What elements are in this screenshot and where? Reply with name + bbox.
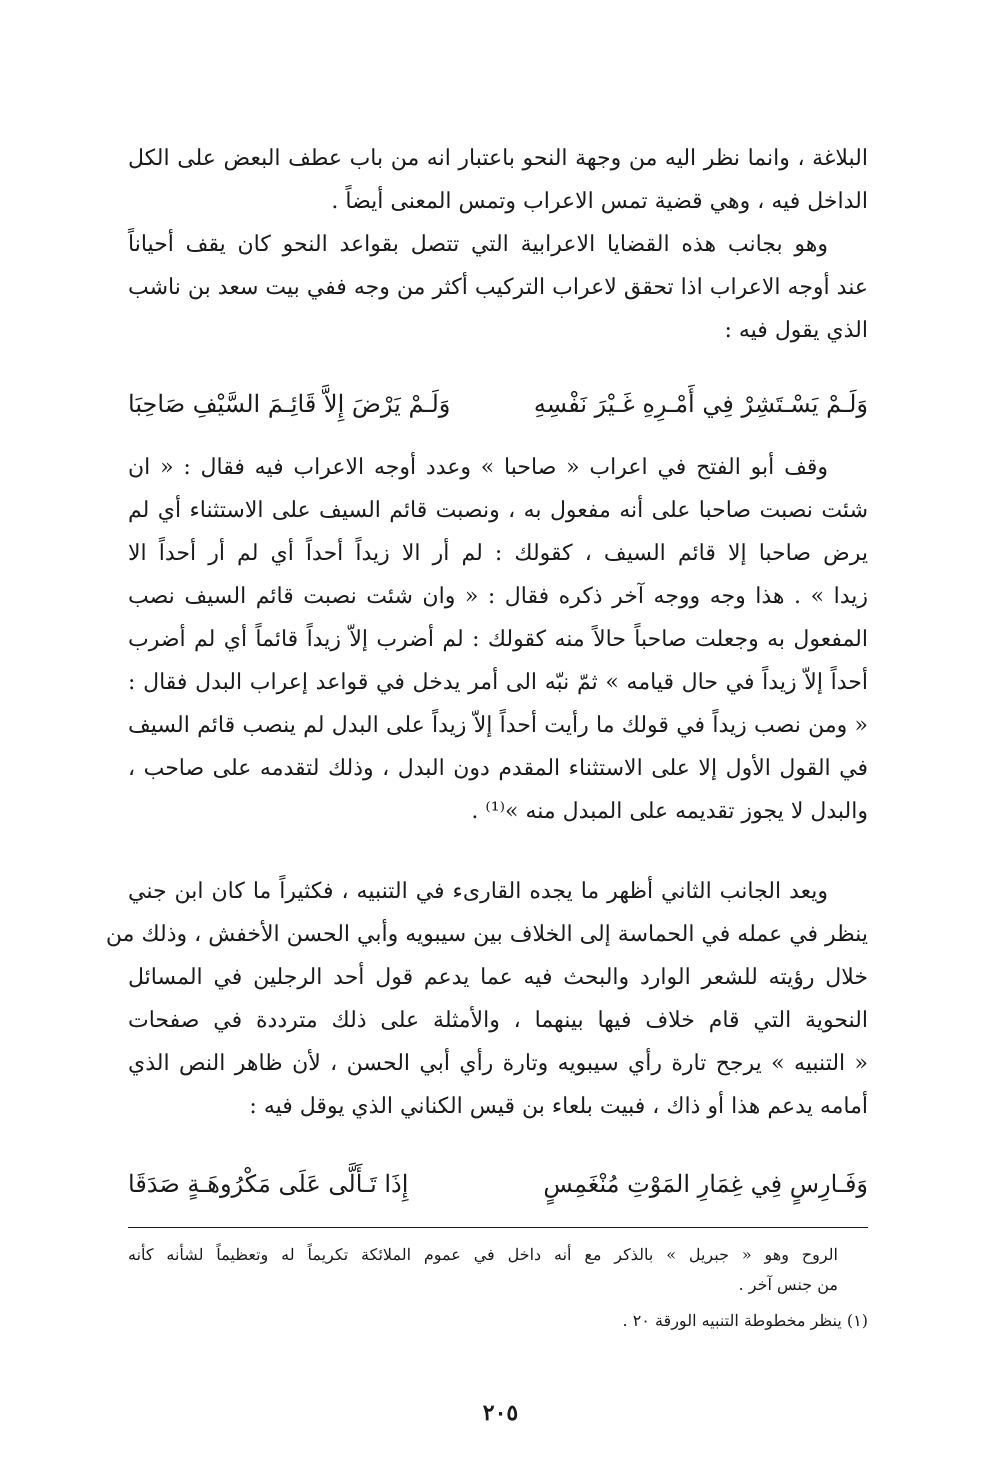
text-line: عند أوجه الاعراب اذا تحقق لاعراب التركيب أكثر من وجه ففي بيت سعد بن ناشب bbox=[128, 275, 868, 300]
verse-1-second-hemistich: وَلَـمْ يَرْضَ إِلاَّ قَائِـمَ السَّيْفِ صَاحِبَا bbox=[128, 390, 451, 418]
text-line: في القول الأول إلا على الاستثناء المقدم دون البدل ، وذلك لتقدمه على صاحب ، bbox=[128, 756, 868, 781]
paragraph-3 bbox=[105, 870, 868, 1128]
text-line: شئت نصبت صاحبا على أنه مفعول به ، ونصبت قائم السيف على الاستثناء أي لم bbox=[128, 498, 868, 523]
verse-2-first-hemistich: وَفَـارِسٍ فِي غِمَارِ المَوْتِ مُنْغَمِسٍ bbox=[543, 1170, 868, 1198]
text-line: زيدا » . هذا وجه ووجه آخر ذكره فقال : « وان شئت نصبت قائم السيف نصب bbox=[128, 584, 868, 609]
verse-2-second-hemistich: إِذَا تَـأَلَّى عَلَى مَكْرُوهَـةٍ صَدَقَا bbox=[128, 1170, 409, 1198]
text-line: ويعد الجانب الثاني أظهر ما يجده القارىء في التنبيه ، فكثيراً ما كان ابن جني bbox=[128, 879, 828, 904]
text-line: الذي يقول فيه : bbox=[724, 318, 868, 343]
text-line: « ومن نصب زيداً في قولك ما رأيت أحداً إلاّ زيداً على البدل لم ينصب قائم السيف bbox=[128, 713, 868, 738]
footnote-1: (١) ينظر مخطوطة التنبيه الورقة ٢٠ . bbox=[622, 1311, 868, 1330]
footnote-divider bbox=[128, 1227, 868, 1228]
text-line: خلال رؤيته للشعر الوارد والبحث فيه عما يدعم قول أحد الرجلين في المسائل bbox=[128, 965, 868, 990]
text-line: « التنبيه » يرجح تارة رأي سيبويه وتارة رأي أبي الحسن ، لأن ظاهر النص الذي bbox=[128, 1051, 868, 1076]
paragraph-1 bbox=[128, 137, 868, 352]
text-line: يرض صاحبا إلا قائم السيف ، كقولك : لم أر الا زيداً أحداً أي لم أر أحداً الا bbox=[128, 541, 868, 566]
footnote-continuation-line: من جنس آخر . bbox=[738, 1275, 838, 1294]
text-line: أحداً إلاّ زيداً في حال قيامه » ثمّ نبّه الى أمر يدخل في قواعد إعراب البدل فقال : bbox=[128, 670, 868, 695]
text-line: النحوية التي قام خلاف فيها بينهما ، والأمثلة على ذلك مترددة في صفحات bbox=[128, 1008, 868, 1033]
text-line: وهو بجانب هذه القضايا الاعرابية التي تتصل بقواعد النحو كان يقف أحياناً bbox=[128, 232, 828, 257]
text-line: والبدل لا يجوز تقديمه على المبدل منه »⁽¹⁾ . bbox=[471, 799, 868, 824]
text-line: وقف أبو الفتح في اعراب « صاحبا » وعدد أوجه الاعراب فيه فقال : « ان bbox=[128, 455, 828, 480]
footnotes bbox=[128, 1240, 868, 1336]
page-number: ٢٠٥ bbox=[482, 1400, 519, 1426]
text-line: ينظر في عمله في الحماسة إلى الخلاف بين سيبويه وأبي الحسن الأخفش ، وذلك من bbox=[105, 922, 868, 947]
text-line: الداخل فيه ، وهي قضية تمس الاعراب وتمس المعنى أيضاً . bbox=[331, 189, 868, 214]
verse-1 bbox=[128, 380, 868, 428]
verse-2 bbox=[128, 1160, 868, 1208]
text-line: البلاغة ، وانما نظر اليه من وجهة النحو باعتبار انه من باب عطف البعض على الكل bbox=[128, 146, 868, 171]
text-line: أمامه يدعم هذا أو ذاك ، فبيت بلعاء بن قيس الكناني الذي يوقل فيه : bbox=[249, 1094, 868, 1119]
paragraph-2 bbox=[128, 446, 868, 833]
verse-1-first-hemistich: وَلَـمْ يَسْـتَشِرْ فِي أَمْـرِهِ غَـيْرَ نَفْسِهِ bbox=[533, 390, 868, 418]
footnote-continuation-line: الروح وهو « جبريل » بالذكر مع أنه داخل في عموم الملائكة تكريماً له وتعظيماً لشأنه كأنه bbox=[128, 1245, 838, 1264]
text-line: المفعول به وجعلت صاحباً حالاً منه كقولك : لم أضرب إلاّ زيداً قائماً أي لم أضرب bbox=[128, 627, 868, 652]
